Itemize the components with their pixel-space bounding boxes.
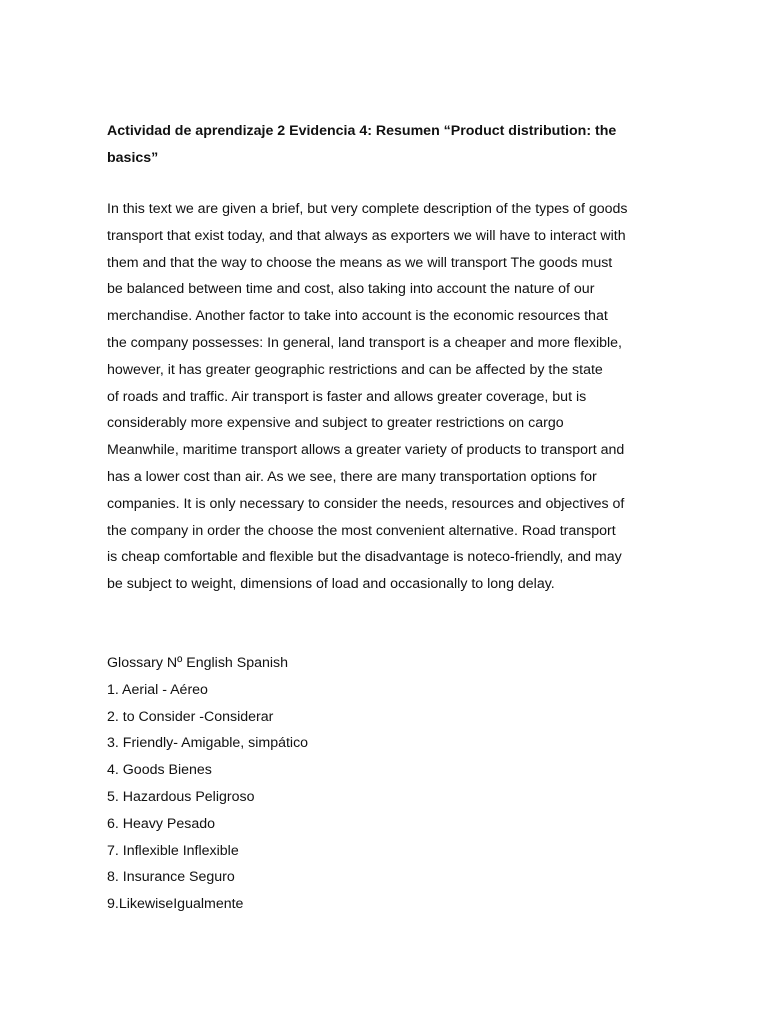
paragraph-line: them and that the way to choose the means as we will transport The goods must bbox=[107, 254, 613, 271]
glossary-item: 6. Heavy Pesado bbox=[107, 815, 216, 832]
summary-paragraph bbox=[107, 196, 687, 598]
paragraph-line: merchandise. Another factor to take into account is the economic resources that bbox=[107, 308, 608, 325]
paragraph-line: be balanced between time and cost, also taking into account the nature of our bbox=[107, 281, 595, 298]
document-title: Actividad de aprendizaje 2 Evidencia 4: Resumen “Product distribution: the basics” bbox=[107, 123, 617, 166]
glossary-item: 5. Hazardous Peligroso bbox=[107, 788, 255, 805]
glossary-item: 7. Inflexible Inflexible bbox=[107, 842, 239, 859]
paragraph-line: considerably more expensive and subject to greater restrictions on cargo bbox=[107, 415, 564, 432]
paragraph-line: In this text we are given a brief, but very complete description of the types of goods bbox=[107, 201, 628, 217]
glossary-item: 9.LikewiseIgualmente bbox=[107, 896, 244, 913]
glossary-item: 4. Goods Bienes bbox=[107, 762, 212, 779]
glossary-header: Glossary Nº English Spanish bbox=[107, 655, 289, 671]
paragraph-line: be subject to weight, dimensions of load and occasionally to long delay. bbox=[107, 576, 555, 593]
paragraph-line: the company in order the choose the most convenient alternative. Road transport bbox=[107, 522, 616, 539]
paragraph-line: companies. It is only necessary to consider the needs, resources and objectives of bbox=[107, 495, 625, 512]
glossary-item: 2. to Consider -Considerar bbox=[107, 708, 274, 725]
paragraph-line: of roads and traffic. Air transport is faster and allows greater coverage, but is bbox=[107, 388, 587, 405]
paragraph-line: Meanwhile, maritime transport allows a greater variety of products to transport and bbox=[107, 442, 625, 459]
paragraph-line: however, it has greater geographic restrictions and can be affected by the state bbox=[107, 361, 603, 378]
glossary-item: 8. Insurance Seguro bbox=[107, 869, 235, 886]
glossary-item: 3. Friendly- Amigable, simpático bbox=[107, 735, 309, 752]
paragraph-line: the company possesses: In general, land transport is a cheaper and more flexible, bbox=[107, 334, 622, 351]
glossary-list bbox=[107, 650, 507, 918]
paragraph-line: transport that exist today, and that always as exporters we will have to interact with bbox=[107, 227, 626, 244]
glossary-item: 1. Aerial - Aéreo bbox=[107, 681, 208, 698]
paragraph-line: has a lower cost than air. As we see, there are many transportation options for bbox=[107, 468, 597, 485]
paragraph-line: is cheap comfortable and flexible but the disadvantage is noteco-friendly, and may bbox=[107, 549, 622, 566]
